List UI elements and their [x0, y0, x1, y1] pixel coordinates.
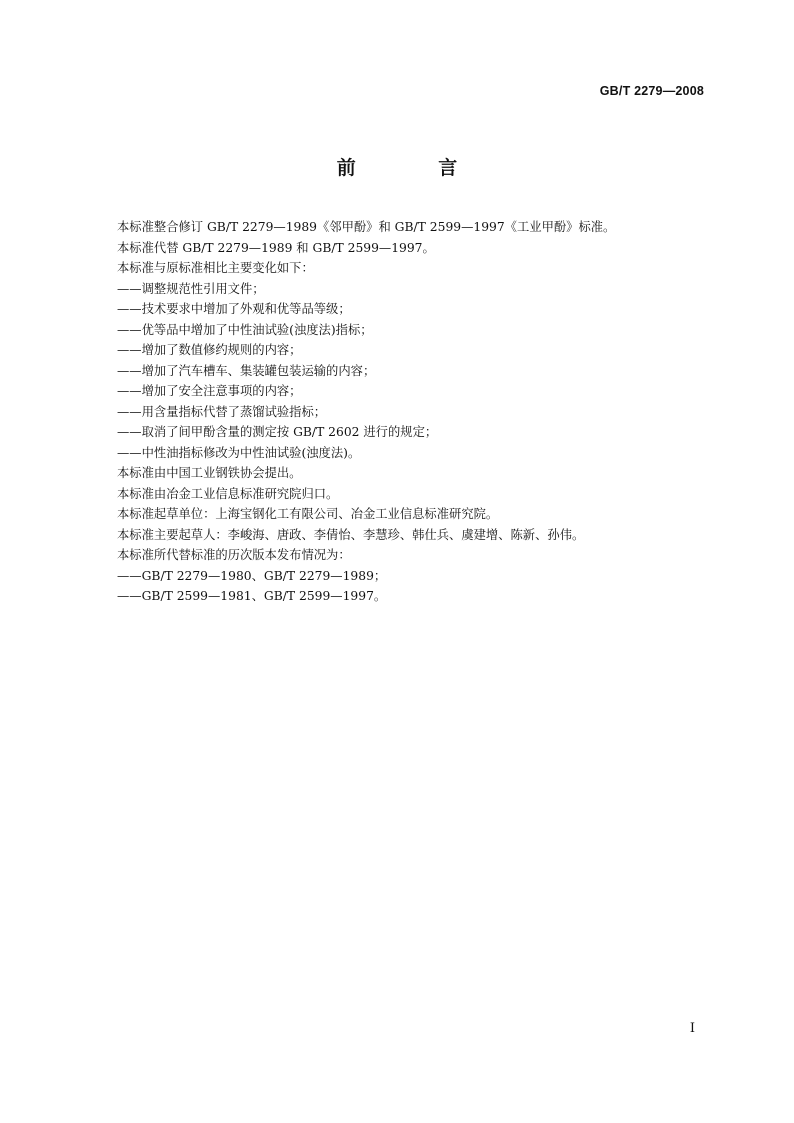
page-title: 前 言 [336, 157, 496, 179]
foreword-list-item: ——调整规范性引用文件； [117, 281, 265, 296]
foreword-line: 本标准由冶金工业信息标准研究院归口。 [117, 486, 339, 501]
foreword-list-item: ——取消了间甲酚含量的测定按 GB/T 2602 进行的规定； [117, 425, 438, 439]
foreword-list-item: ——增加了汽车槽车、集装罐包装运输的内容； [117, 363, 376, 378]
page-number: I [689, 1021, 695, 1036]
foreword-list-item: ——GB/T 2279—1980、GB/T 2279—1989； [117, 568, 387, 583]
foreword-list-item: ——技术要求中增加了外观和优等品等级； [117, 302, 351, 316]
foreword-line: 本标准由中国工业钢铁协会提出。 [117, 466, 302, 480]
foreword-line: 本标准所代替标准的历次版本发布情况为： [117, 548, 351, 562]
foreword-list-item: ——中性油指标修改为中性油试验(浊度法)。 [117, 445, 361, 460]
foreword-line: 本标准起草单位：上海宝钢化工有限公司、冶金工业信息标准研究院。 [117, 507, 499, 521]
foreword-line: 本标准与原标准相比主要变化如下： [117, 261, 314, 275]
foreword-line: 本标准主要起草人：李峻海、唐政、李倩怡、李慧珍、韩仕兵、虞建增、陈新、孙伟。 [117, 527, 585, 542]
foreword-list-item: ——GB/T 2599—1981、GB/T 2599—1997。 [117, 589, 387, 603]
standard-code: GB/T 2279—2008 [599, 84, 704, 98]
foreword-line: 本标准代替 GB/T 2279—1989 和 GB/T 2599—1997。 [117, 240, 435, 255]
foreword-line: 本标准整合修订 GB/T 2279—1989《邻甲酚》和 GB/T 2599—1997《工业甲酚》标准。 [117, 220, 616, 234]
foreword-list-item: ——优等品中增加了中性油试验(浊度法)指标； [117, 322, 373, 337]
foreword-list-item: ——增加了安全注意事项的内容； [117, 384, 302, 398]
foreword-list-item: ——增加了数值修约规则的内容； [117, 343, 302, 357]
foreword-list-item: ——用含量指标代替了蒸馏试验指标； [117, 404, 327, 419]
foreword-body [117, 217, 717, 607]
